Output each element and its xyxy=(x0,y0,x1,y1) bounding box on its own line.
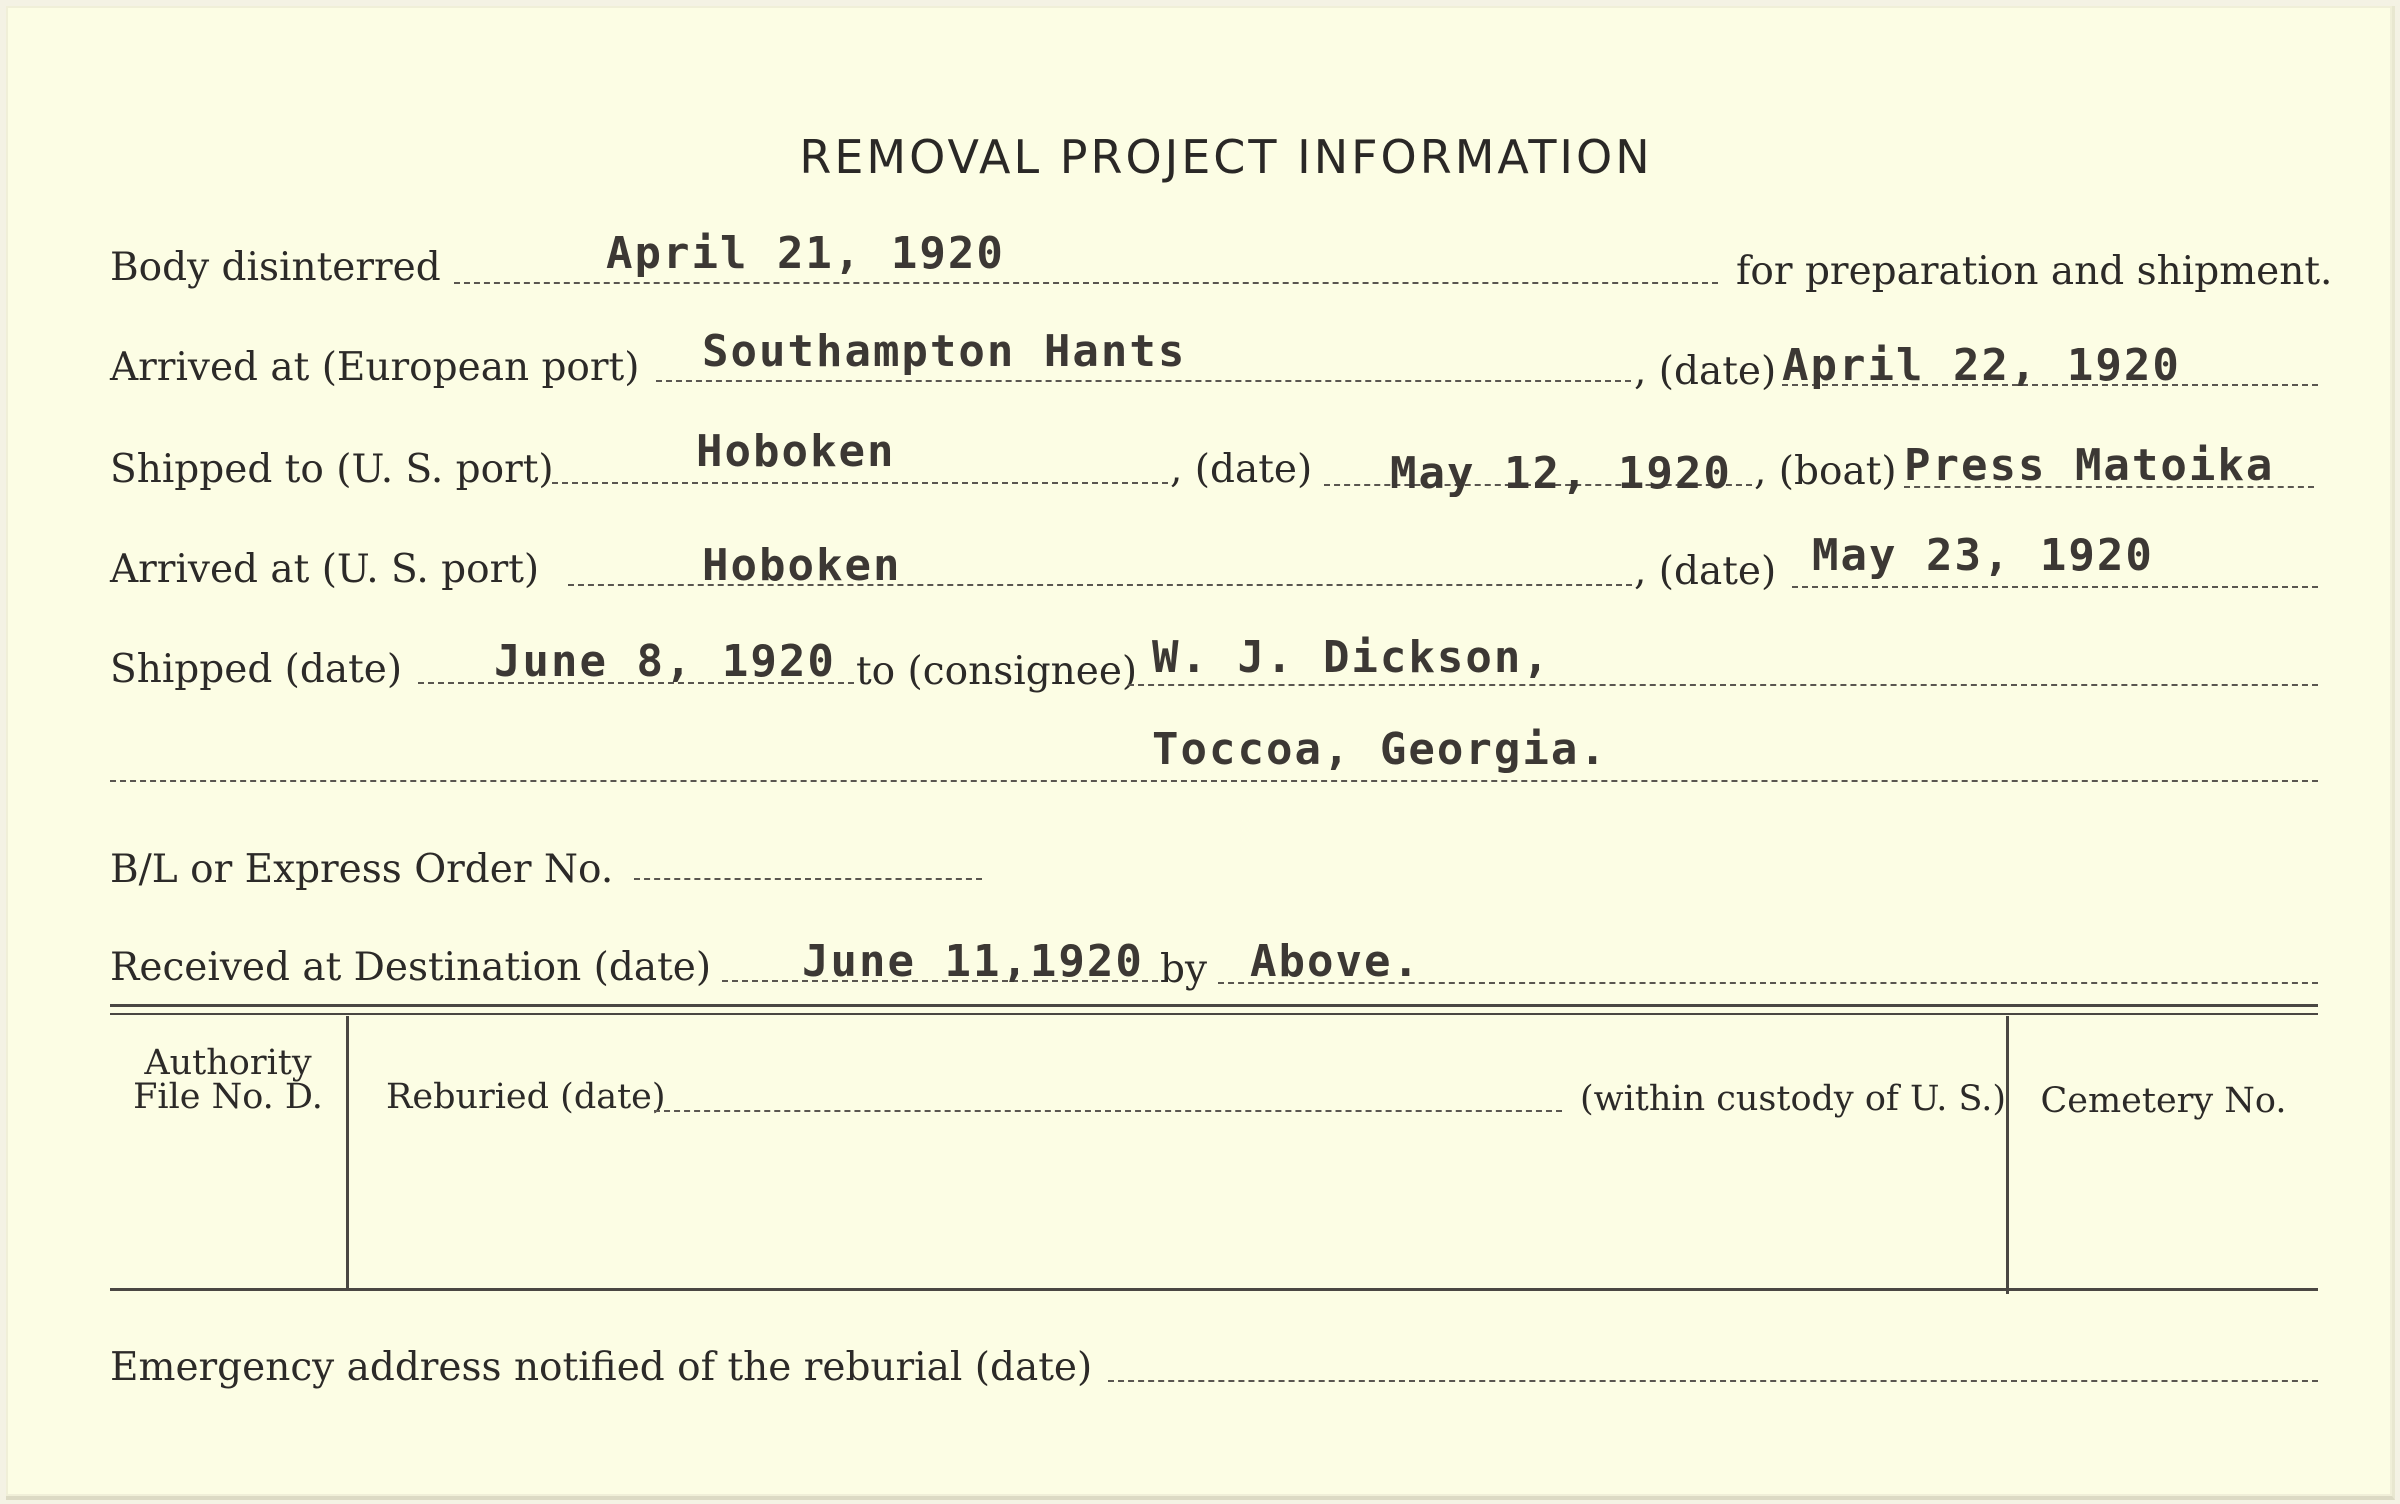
received-by-value: Above. xyxy=(1250,936,1421,987)
us-port-arrived-date-value: May 23, 1920 xyxy=(1812,530,2154,581)
us-port-arrived-label: Arrived at (U. S. port) xyxy=(110,547,540,592)
reburied-label: Reburied (date) xyxy=(386,1077,666,1117)
table-divider-right xyxy=(2006,1016,2009,1294)
us-port-shipped-label: Shipped to (U. S. port) xyxy=(110,447,554,492)
bl-order-label: B/L or Express Order No. xyxy=(110,847,614,892)
received-by-label: by xyxy=(1160,947,1207,992)
us-port-shipped-value: Hoboken xyxy=(696,426,896,477)
reburied-line xyxy=(654,1110,1562,1112)
us-port-shipped-date-label: , (date) xyxy=(1170,447,1313,492)
us-port-arrived-date-label: , (date) xyxy=(1634,549,1777,594)
shipped-date-label: Shipped (date) xyxy=(110,647,403,692)
european-port-label: Arrived at (European port) xyxy=(110,345,640,390)
us-port-arrived-value: Hoboken xyxy=(702,540,902,591)
consignee-name: W. J. Dickson, xyxy=(1152,632,1551,683)
body-disinterred-label: Body disinterred xyxy=(110,245,441,290)
us-port-arrived-date-line xyxy=(1792,586,2318,588)
european-port-value: Southampton Hants xyxy=(702,326,1187,377)
emergency-line xyxy=(1108,1380,2318,1382)
consignee-address: Toccoa, Georgia. xyxy=(1152,724,1608,775)
authority-label-line1: Authority xyxy=(144,1043,312,1083)
boat-value: Press Matoika xyxy=(1904,440,2275,491)
consignee-line xyxy=(1128,684,2318,686)
us-port-shipped-line xyxy=(552,482,1168,484)
consignee-label: to (consignee) xyxy=(856,649,1138,694)
table-top-rule-upper xyxy=(110,1004,2318,1007)
record-card xyxy=(6,6,2395,1500)
body-disinterred-line xyxy=(454,282,1718,284)
shipped-date-value: June 8, 1920 xyxy=(494,636,836,687)
european-port-line xyxy=(656,380,1631,382)
european-port-date-label: , (date) xyxy=(1634,349,1777,394)
european-port-date-value: April 22, 1920 xyxy=(1782,340,2181,391)
card-title: REMOVAL PROJECT INFORMATION xyxy=(799,130,1653,184)
bl-order-line xyxy=(634,878,982,880)
boat-label: , (boat) xyxy=(1754,449,1897,494)
table-divider-left xyxy=(346,1016,349,1288)
authority-label-line2: File No. D. xyxy=(133,1077,323,1117)
emergency-label: Emergency address notified of the reburial (date) xyxy=(110,1345,1093,1390)
cemetery-label: Cemetery No. xyxy=(2040,1081,2287,1121)
custody-label: (within custody of U. S.) xyxy=(1580,1079,2007,1119)
received-destination-value: June 11,1920 xyxy=(802,936,1144,987)
body-disinterred-value: April 21, 1920 xyxy=(606,228,1005,279)
received-destination-label: Received at Destination (date) xyxy=(110,945,712,990)
body-disinterred-suffix: for preparation and shipment. xyxy=(1736,249,2333,294)
us-port-shipped-date-value: May 12, 1920 xyxy=(1390,448,1732,499)
table-top-rule-lower xyxy=(110,1013,2318,1015)
table-bottom-rule xyxy=(110,1288,2318,1291)
consignee-address-line xyxy=(110,780,2318,782)
